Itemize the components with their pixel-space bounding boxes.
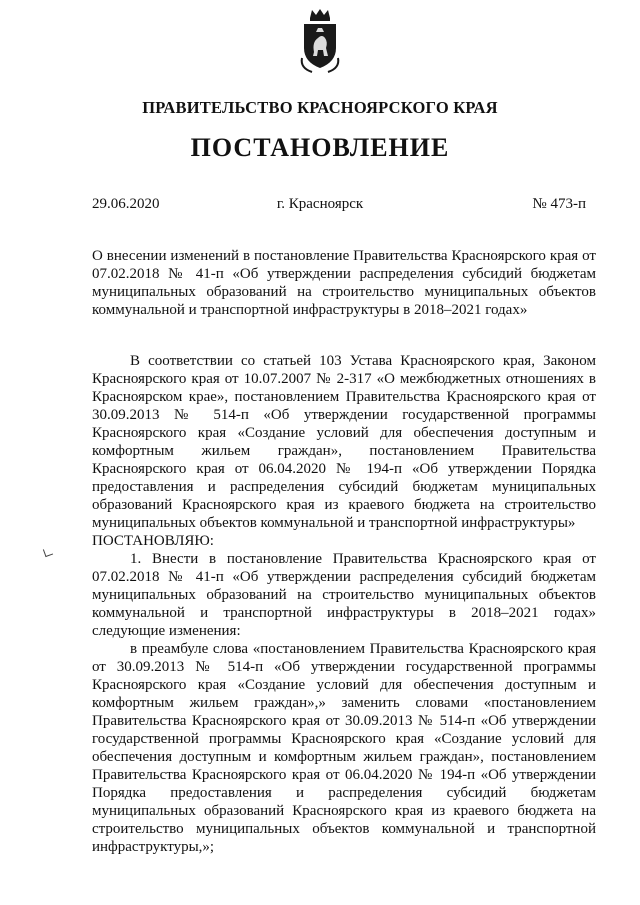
preamble-paragraph: В соответствии со статьей 103 Устава Красноярского края, Законом Красноярского края от 10.07.2007 № 2-317 «О межбюджетных отношениях в Красноярском крае», постановлением Правительства Красноярского края от 30.09.2013 № 514-п «Об утверждении государственной программы Красноярского края «Создание условий для обеспечения доступным и комфортным жильем граждан», постановлением Правительства Красноярского края от 06.04.2020 № 194-п «Об утверждении Порядка предоставления и распределения субсидий бюджетам муниципальных образований Красноярского края из краевого бюджета на строительство муниципальных объектов коммунальной и транспортной инфраструктуры»: [92, 353, 596, 531]
document-number: № 473-п: [532, 196, 586, 212]
coat-of-arms-icon: [298, 8, 342, 74]
document-type-title: ПОСТАНОВЛЕНИЕ: [190, 133, 450, 162]
item-1-change-paragraph: в преамбуле слова «постановлением Правительства Красноярского края от 30.09.2013 № 514-п «Об утверждении государственной программы Красноярского края «Создание условий для обеспечения доступным и комфортным жильем граждан»,» заменить словами «постановлением Правительства Красноярского края от 30.09.2013 № 514-п «Об утверждении государственной программы Красноярского края «Создание условий для обеспечения доступным и комфортным жильем граждан», постановлением Правительства Красноярского края от 06.04.2020 № 194-п «Об утверждении Порядка предоставления и распределения субсидий бюджетам муниципальных образований Красноярского края из краевого бюджета на строительство муниципальных объектов коммунальной и транспортной инфраструктуры,»;: [92, 641, 596, 855]
document-body: [92, 352, 596, 856]
document-city: г. Красноярск: [276, 196, 364, 212]
document-subject: О внесении изменений в постановление Правительства Красноярского края от 07.02.2018 № 41-п «Об утверждении распределения субсидий бюджетам муниципальных образований на строительство муниципальных объектов коммунальной и транспортной инфраструктуры в 2018–2021 годах»: [92, 248, 596, 318]
government-title: ПРАВИТЕЛЬСТВО КРАСНОЯРСКОГО КРАЯ: [142, 98, 498, 117]
decree-word: ПОСТАНОВЛЯЮ:: [92, 533, 214, 549]
margin-check-mark: [43, 547, 53, 557]
document-date: 29.06.2020: [92, 196, 160, 212]
item-1-paragraph: 1. Внести в постановление Правительства Красноярского края от 07.02.2018 № 41-п «Об утверждении распределения субсидий бюджетам муниципальных образований на строительство муниципальных объектов коммунальной и транспортной инфраструктуры в 2018–2021 годах» следующие изменения:: [92, 551, 596, 639]
